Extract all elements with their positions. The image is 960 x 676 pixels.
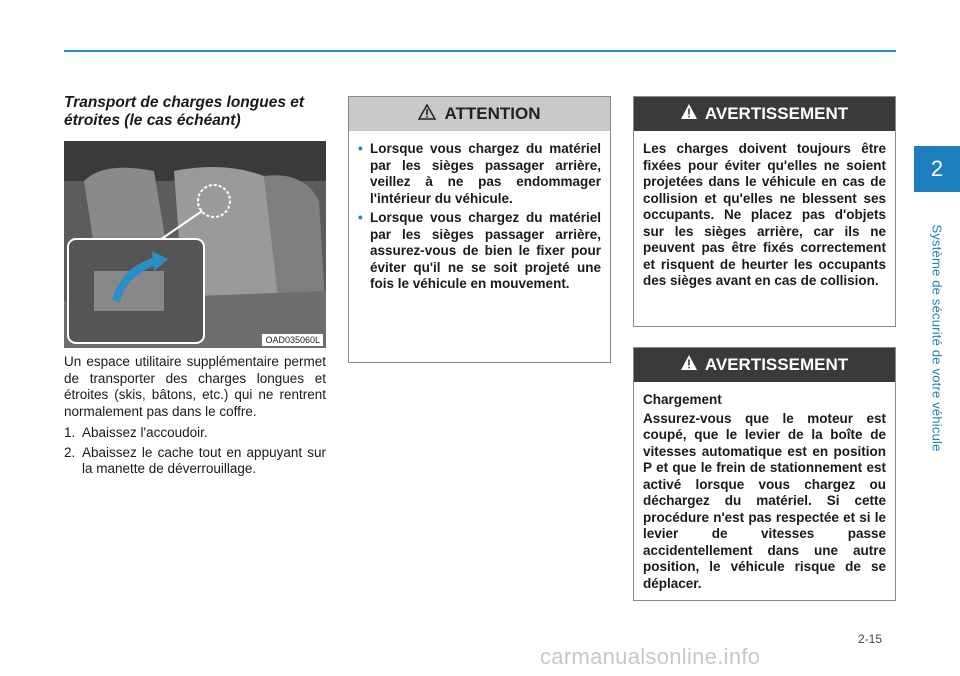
list-item bbox=[64, 425, 326, 442]
attention-title: ATTENTION bbox=[444, 104, 541, 123]
list-item bbox=[64, 445, 326, 478]
seat-illustration bbox=[64, 141, 326, 348]
caution-triangle-icon bbox=[418, 104, 436, 125]
warning-box-1 bbox=[633, 96, 896, 327]
warning-subtitle: Chargement bbox=[643, 392, 722, 407]
list-item bbox=[358, 210, 601, 293]
bullet-icon: • bbox=[358, 141, 363, 156]
step-text: Abaissez le cache tout en appuyant sur la manette de déverrouillage. bbox=[82, 444, 326, 476]
page-number: 2-15 bbox=[858, 632, 883, 646]
steps-list bbox=[64, 425, 326, 478]
warning-triangle-icon bbox=[681, 355, 697, 375]
chapter-title: Système de sécurité de votre véhicule bbox=[929, 224, 945, 452]
top-rule bbox=[64, 50, 896, 52]
attention-header bbox=[349, 97, 610, 131]
attention-box bbox=[348, 96, 611, 363]
step-text: Abaissez l'accoudoir. bbox=[82, 425, 208, 440]
warning-header bbox=[634, 348, 895, 382]
warning-header bbox=[634, 97, 895, 131]
watermark: carmanualsonline.info bbox=[540, 644, 761, 669]
body-text bbox=[64, 354, 326, 481]
warning-text: Les charges doivent toujours être fixées pour éviter qu'elles ne soient projetées dans le véhicule en cas de collision et qu'elles ne blessent ses occupants. Ne placez pas d'objets sur les sièges arrière, car ils ne peuvent pas être fixés correctement et risquent de heurter les occupants des sièges avant en cas de collision. bbox=[643, 141, 886, 288]
warning-body bbox=[634, 131, 895, 302]
rear-seat-photo bbox=[64, 141, 326, 348]
step-number: 2. bbox=[64, 444, 76, 460]
intro-paragraph: Un espace utilitaire supplémentaire permet de transporter des charges longues et étroites (skis, bâtons, etc.) qui ne rentrent normalement pas dans le coffre. bbox=[64, 354, 326, 419]
warning-box-2 bbox=[633, 347, 896, 601]
attention-body bbox=[349, 131, 610, 306]
attention-bullets bbox=[358, 141, 601, 293]
section-title: Transport de charges longues et étroites (le cas échéant) bbox=[64, 94, 305, 129]
warning-title: AVERTISSEMENT bbox=[704, 355, 849, 374]
warning-body bbox=[634, 382, 895, 604]
warning-title: AVERTISSEMENT bbox=[704, 104, 849, 123]
warning-text: Assurez-vous que le moteur est coupé, que le levier de la boîte de vitesses automatique est en position P et que le frein de stationnement est activé lorsque vous chargez ou déchargez du matériel. Si cette procédure n'est pas respectée et si le levier de vitesses passe accidentellement dans une autre position, le véhicule risque de se déplacer. bbox=[643, 410, 886, 591]
bullet-text: Lorsque vous chargez du matériel par les sièges passager arrière, veillez à ne pas endommager l'intérieur du véhicule. bbox=[370, 141, 601, 206]
chapter-number: 2 bbox=[930, 156, 944, 181]
step-number: 1. bbox=[64, 425, 76, 440]
bullet-icon: • bbox=[358, 210, 363, 225]
bullet-text: Lorsque vous chargez du matériel par les sièges passager arrière, assurez-vous de bien le fixer pour éviter qu'il ne se soit projeté une fois le véhicule en mouvement. bbox=[370, 210, 601, 291]
warning-triangle-icon bbox=[681, 104, 697, 124]
photo-caption: OAD035060L bbox=[262, 334, 323, 346]
list-item bbox=[358, 141, 601, 207]
chapter-tab bbox=[914, 146, 960, 192]
